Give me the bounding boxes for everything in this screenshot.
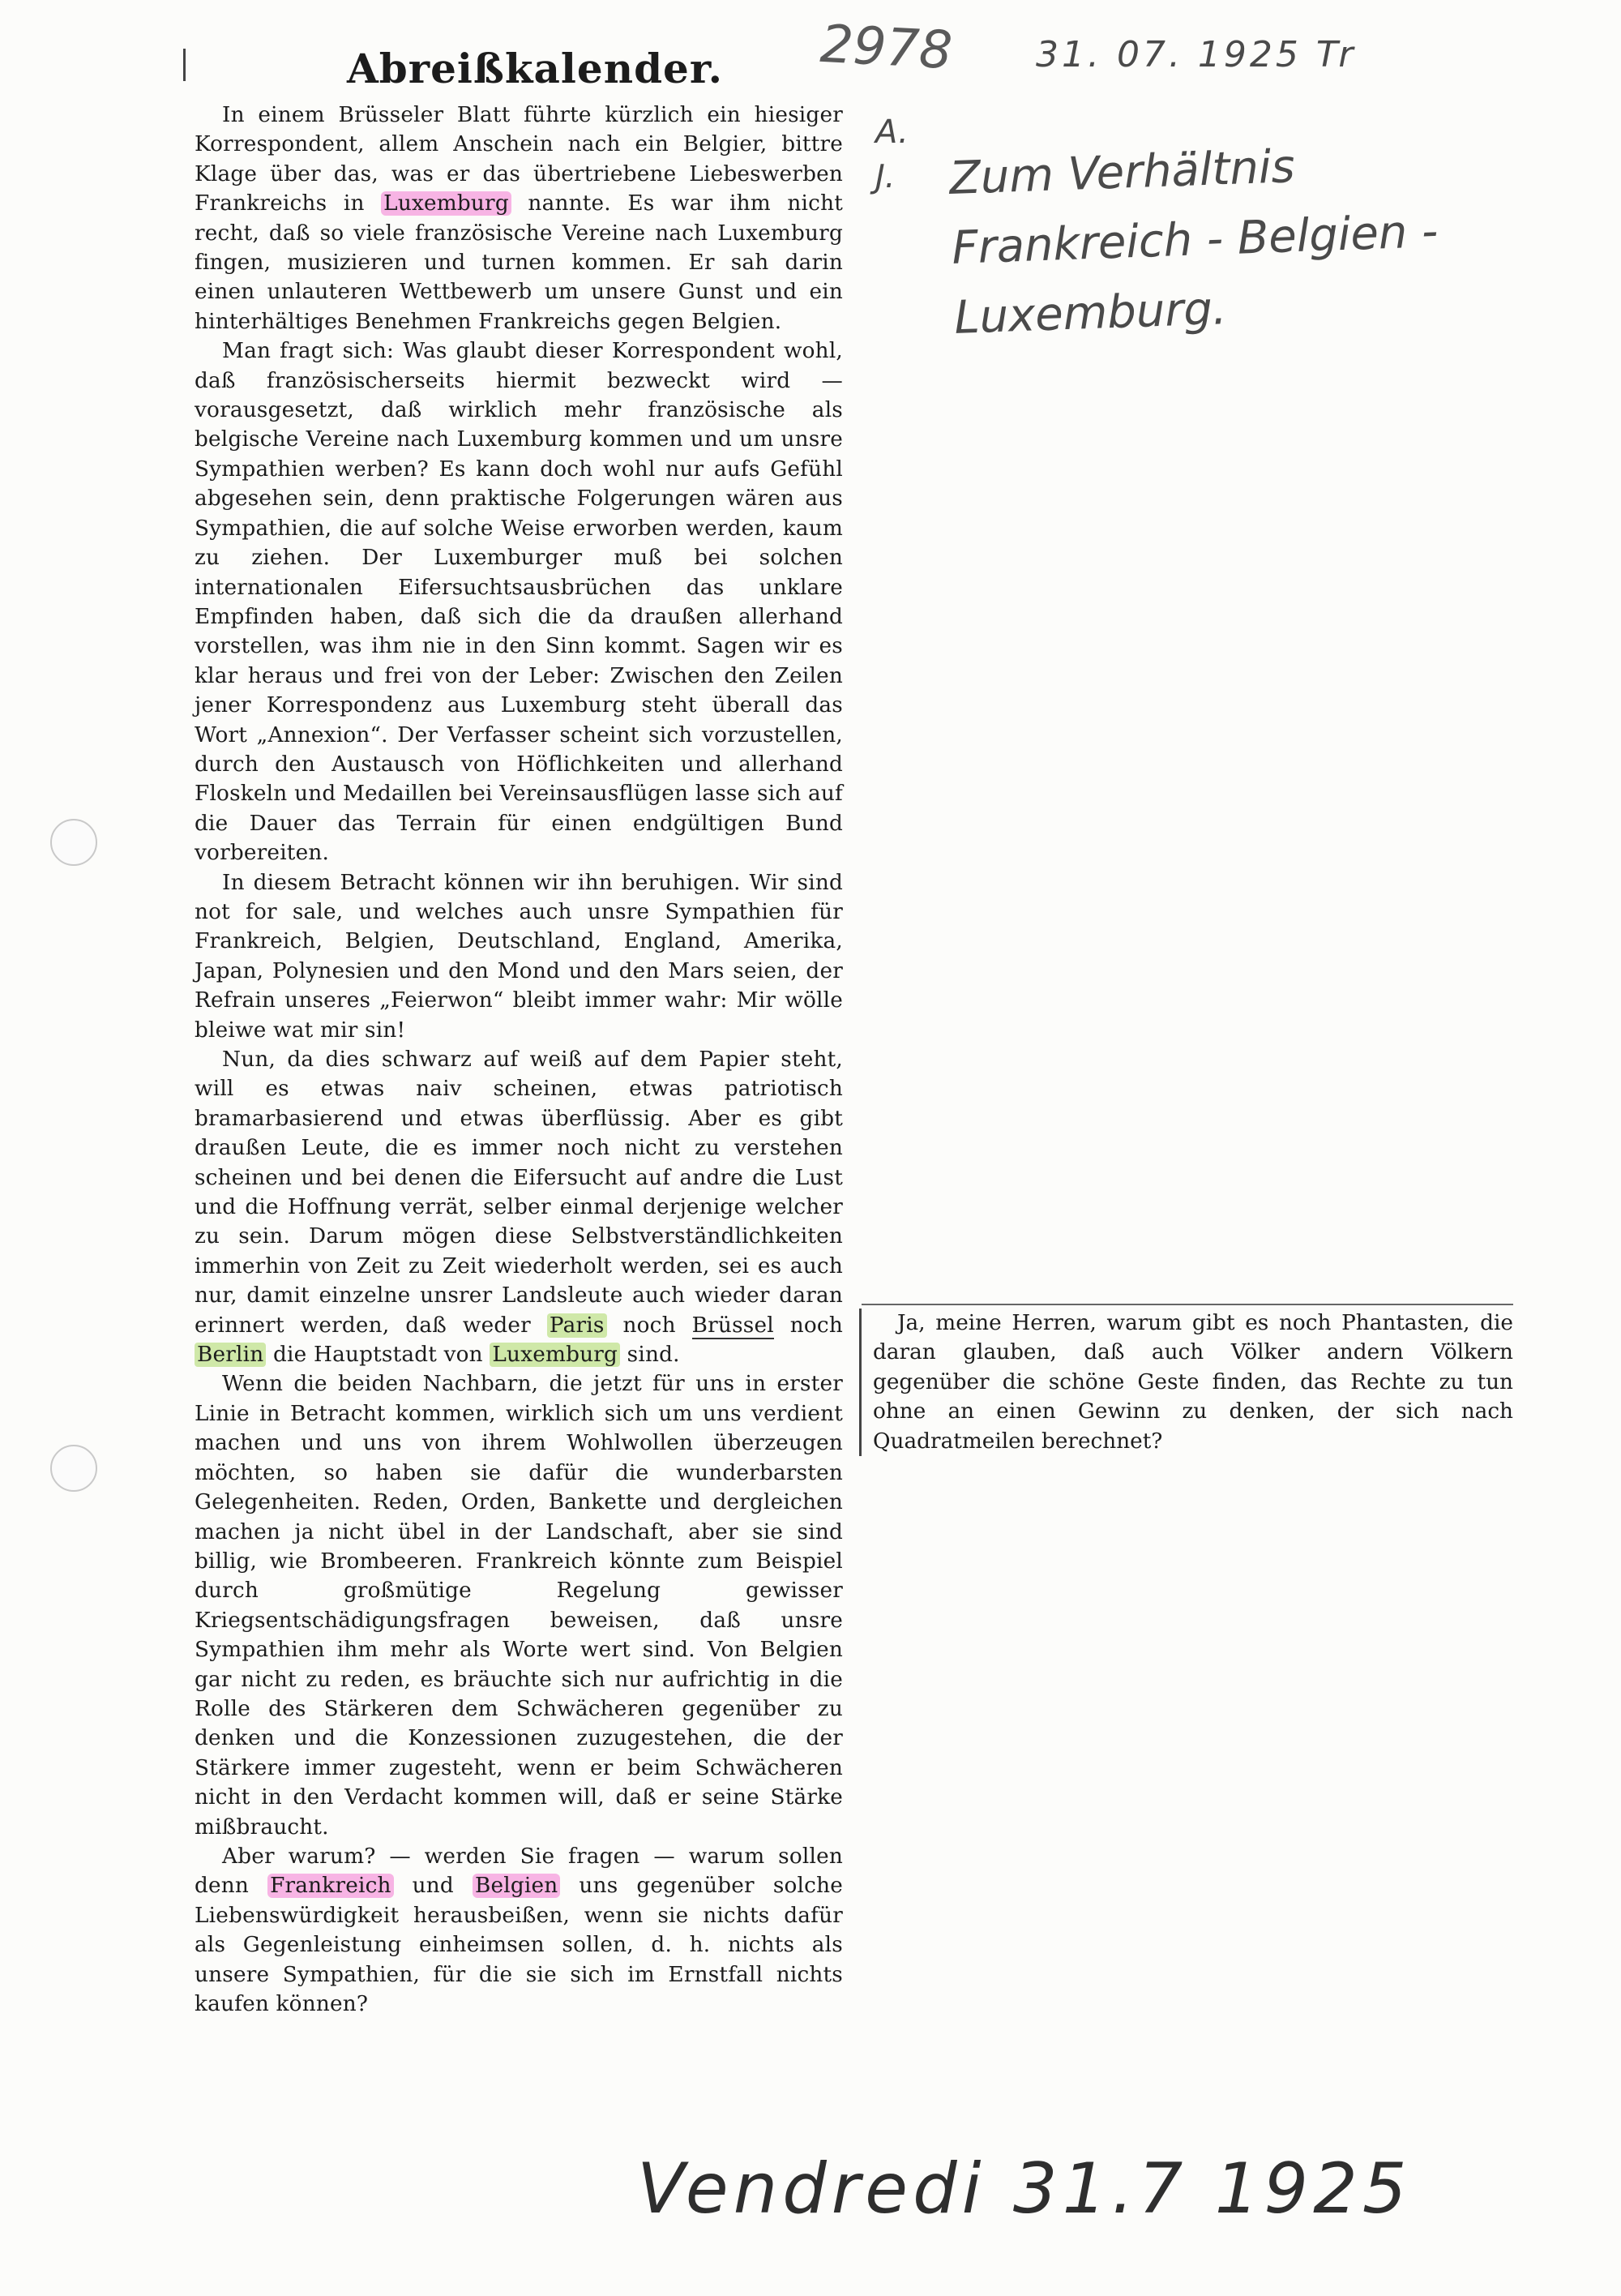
highlight-luxemburg: Luxemburg xyxy=(381,191,511,216)
page-edge-mark xyxy=(183,49,186,81)
handwritten-date-note: 31. 07. 1925 Tr xyxy=(1036,34,1357,75)
article-paragraph-4 xyxy=(195,1045,843,1369)
handwritten-archive-number: 2978 xyxy=(819,14,954,82)
article-paragraph-4-text-a: Nun, da dies schwarz auf weiß auf dem Papier steht, will es etwas naiv scheinen, etwas patriotisch bramarbasierend und etwas überflüssig. Aber es gibt draußen Leute, die es immer noch nicht zu verstehen scheinen und bei denen die Eifersucht auf andre die Lust und die Hoffnung verrät, selber einmal derjenige welcher zu sein. Darum mögen diese Selbstverständlichkeiten immerhin von Zeit zu Zeit wiederholt werden, sei es auch nur, damit einzelne unsrer Landsleute auch wieder daran erinnert werden, daß weder xyxy=(195,1047,843,1338)
article-paragraph-1-text-a: In einem Brüsseler Blatt führte kürzlich ein hiesiger Korrespondent, allem Anschein nach ein Belgier, bittre Klage über das, was er das übertriebene Liebeswerben Frankreichs in xyxy=(195,103,843,216)
handwritten-footer-date: Vendredi 31.7 1925 xyxy=(637,2148,1412,2230)
article-paragraph-4-text-d: die Hauptstadt von xyxy=(266,1343,490,1368)
article-paragraph-6-text-a: Aber warum? — werden Sie fragen — warum sollen denn xyxy=(195,1844,843,1899)
handwritten-letter-a: A. xyxy=(875,114,909,151)
highlight-belgien: Belgien xyxy=(473,1874,560,1898)
clipping-text: Ja, meine Herren, warum gibt es noch Phantasten, die daran glauben, daß auch Völker andern Völkern gegenüber die schöne Geste finden, das Rechte zu tun ohne an einen Gewinn zu denken, der sich nach Quadratmeilen berechnet? xyxy=(873,1311,1513,1454)
newspaper-article xyxy=(195,41,843,2019)
article-paragraph-2: Man fragt sich: Was glaubt dieser Korrespondent wohl, daß französischerseits hiermit bezweckt wird — vorausgesetzt, daß wirklich mehr französische als belgische Vereine nach Luxemburg kommen und um unsre Sympathien werben? Es kann doch wohl nur aufs Gefühl abgesehen sein, denn praktische Folgerungen wären aus Sympathien, die auf solche Weise erworben werden, kaum zu ziehen. Der Luxemburger muß bei solchen internationalen Eifersuchtsausbrüchen das unklare Empfinden haben, daß sich die da draußen allerhand vorstellen, was ihm nie in den Sinn kommt. Sagen wir es klar heraus und frei von der Leber: Zwischen den Zeilen jener Korrespondenz aus Luxemburg steht überall das Wort „Annexion“. Der Verfasser scheint sich vorzustellen, durch den Austausch von Höflichkeiten und allerhand Floskeln und Medaillen bei Vereinsausflügen lasse sich auf die Dauer das Terrain für einen endgültigen Bund vorbereiten. xyxy=(195,339,843,866)
article-paragraph-6-text-c: uns gegenüber solche Liebenswürdigkeit herausbeißen, wenn sie nichts dafür als Gegenleistung einheimsen sollen, d. h. nichts als unsere Sympathien, für die sie sich im Ernstfall nichts kaufen können? xyxy=(195,1874,843,2016)
highlight-berlin: Berlin xyxy=(195,1343,266,1367)
punch-hole-bottom xyxy=(50,1445,97,1492)
article-paragraph-3: In diesem Betracht können wir ihn beruhigen. Wir sind not for sale, und welches auch unsre Sympathien für Frankreich, Belgien, Deutschland, England, Amerika, Japan, Polynesien und den Mond und den Mars seien, der Refrain unseres „Feierwon“ bleibt immer wahr: Mir wölle bleiwe wat mir sin! xyxy=(195,870,843,1043)
highlight-frankreich: Frankreich xyxy=(267,1874,394,1898)
article-title: Abreißkalender. xyxy=(346,45,724,92)
article-paragraph-4-text-c: noch xyxy=(773,1313,844,1338)
article-paragraph-6 xyxy=(195,1842,843,2019)
article-paragraph-1 xyxy=(195,101,843,336)
article-paragraph-5: Wenn die beiden Nachbarn, die jetzt für uns in erster Linie in Betracht kommen, wirklich sich um uns verdient machen und uns von ihrem Wohlwollen überzeugen möchten, so haben sie dafür die wunderbarsten Gelegenheiten. Reden, Orden, Bankette und dergleichen machen ja nicht übel in der Landschaft, aber sie sind billig, wie Brombeeren. Frankreich könnte zum Beispiel durch großmütige Regelung gewisser Kriegsentschädigungsfragen beweisen, daß unsre Sympathien ihm mehr als Worte wert sind. Von Belgien gar nicht zu reden, es bräuchte sich nur aufrichtig in die Rolle des Stärkeren dem Schwächeren gegenüber zu denken und die Konzessionen zuzugestehen, die der Stärkere immer zugesteht, wenn er beim Schwächeren nicht in den Verdacht kommen will, daß er seine Stärke mißbraucht. xyxy=(195,1372,843,1840)
handwritten-topic-note: Zum Verhältnis Frankreich - Belgien - Luxemburg. xyxy=(948,140,1439,345)
highlight-luxemburg-capital: Luxemburg xyxy=(490,1343,620,1367)
clipping-top-rule xyxy=(862,1304,1513,1305)
pasted-clipping-note xyxy=(859,1309,1513,1456)
punch-hole-top xyxy=(50,819,97,866)
handwritten-letter-j: J. xyxy=(875,158,896,195)
article-paragraph-4-text-e: sind. xyxy=(620,1343,680,1368)
article-paragraph-6-text-b: und xyxy=(393,1874,473,1899)
article-paragraph-1-text-b: nannte. Es war ihm nicht recht, daß so viele französische Vereine nach Luxemburg fingen, musizieren und turnen kommen. Er sah darin einen unlauteren Wettbewerb um unsere Gunst und ein hinterhältiges Benehmen Frankreichs gegen Belgien. xyxy=(195,191,843,334)
article-paragraph-4-text-b: noch xyxy=(606,1313,692,1338)
underlined-bruessel: Brüssel xyxy=(691,1313,774,1338)
highlight-paris: Paris xyxy=(547,1313,607,1338)
